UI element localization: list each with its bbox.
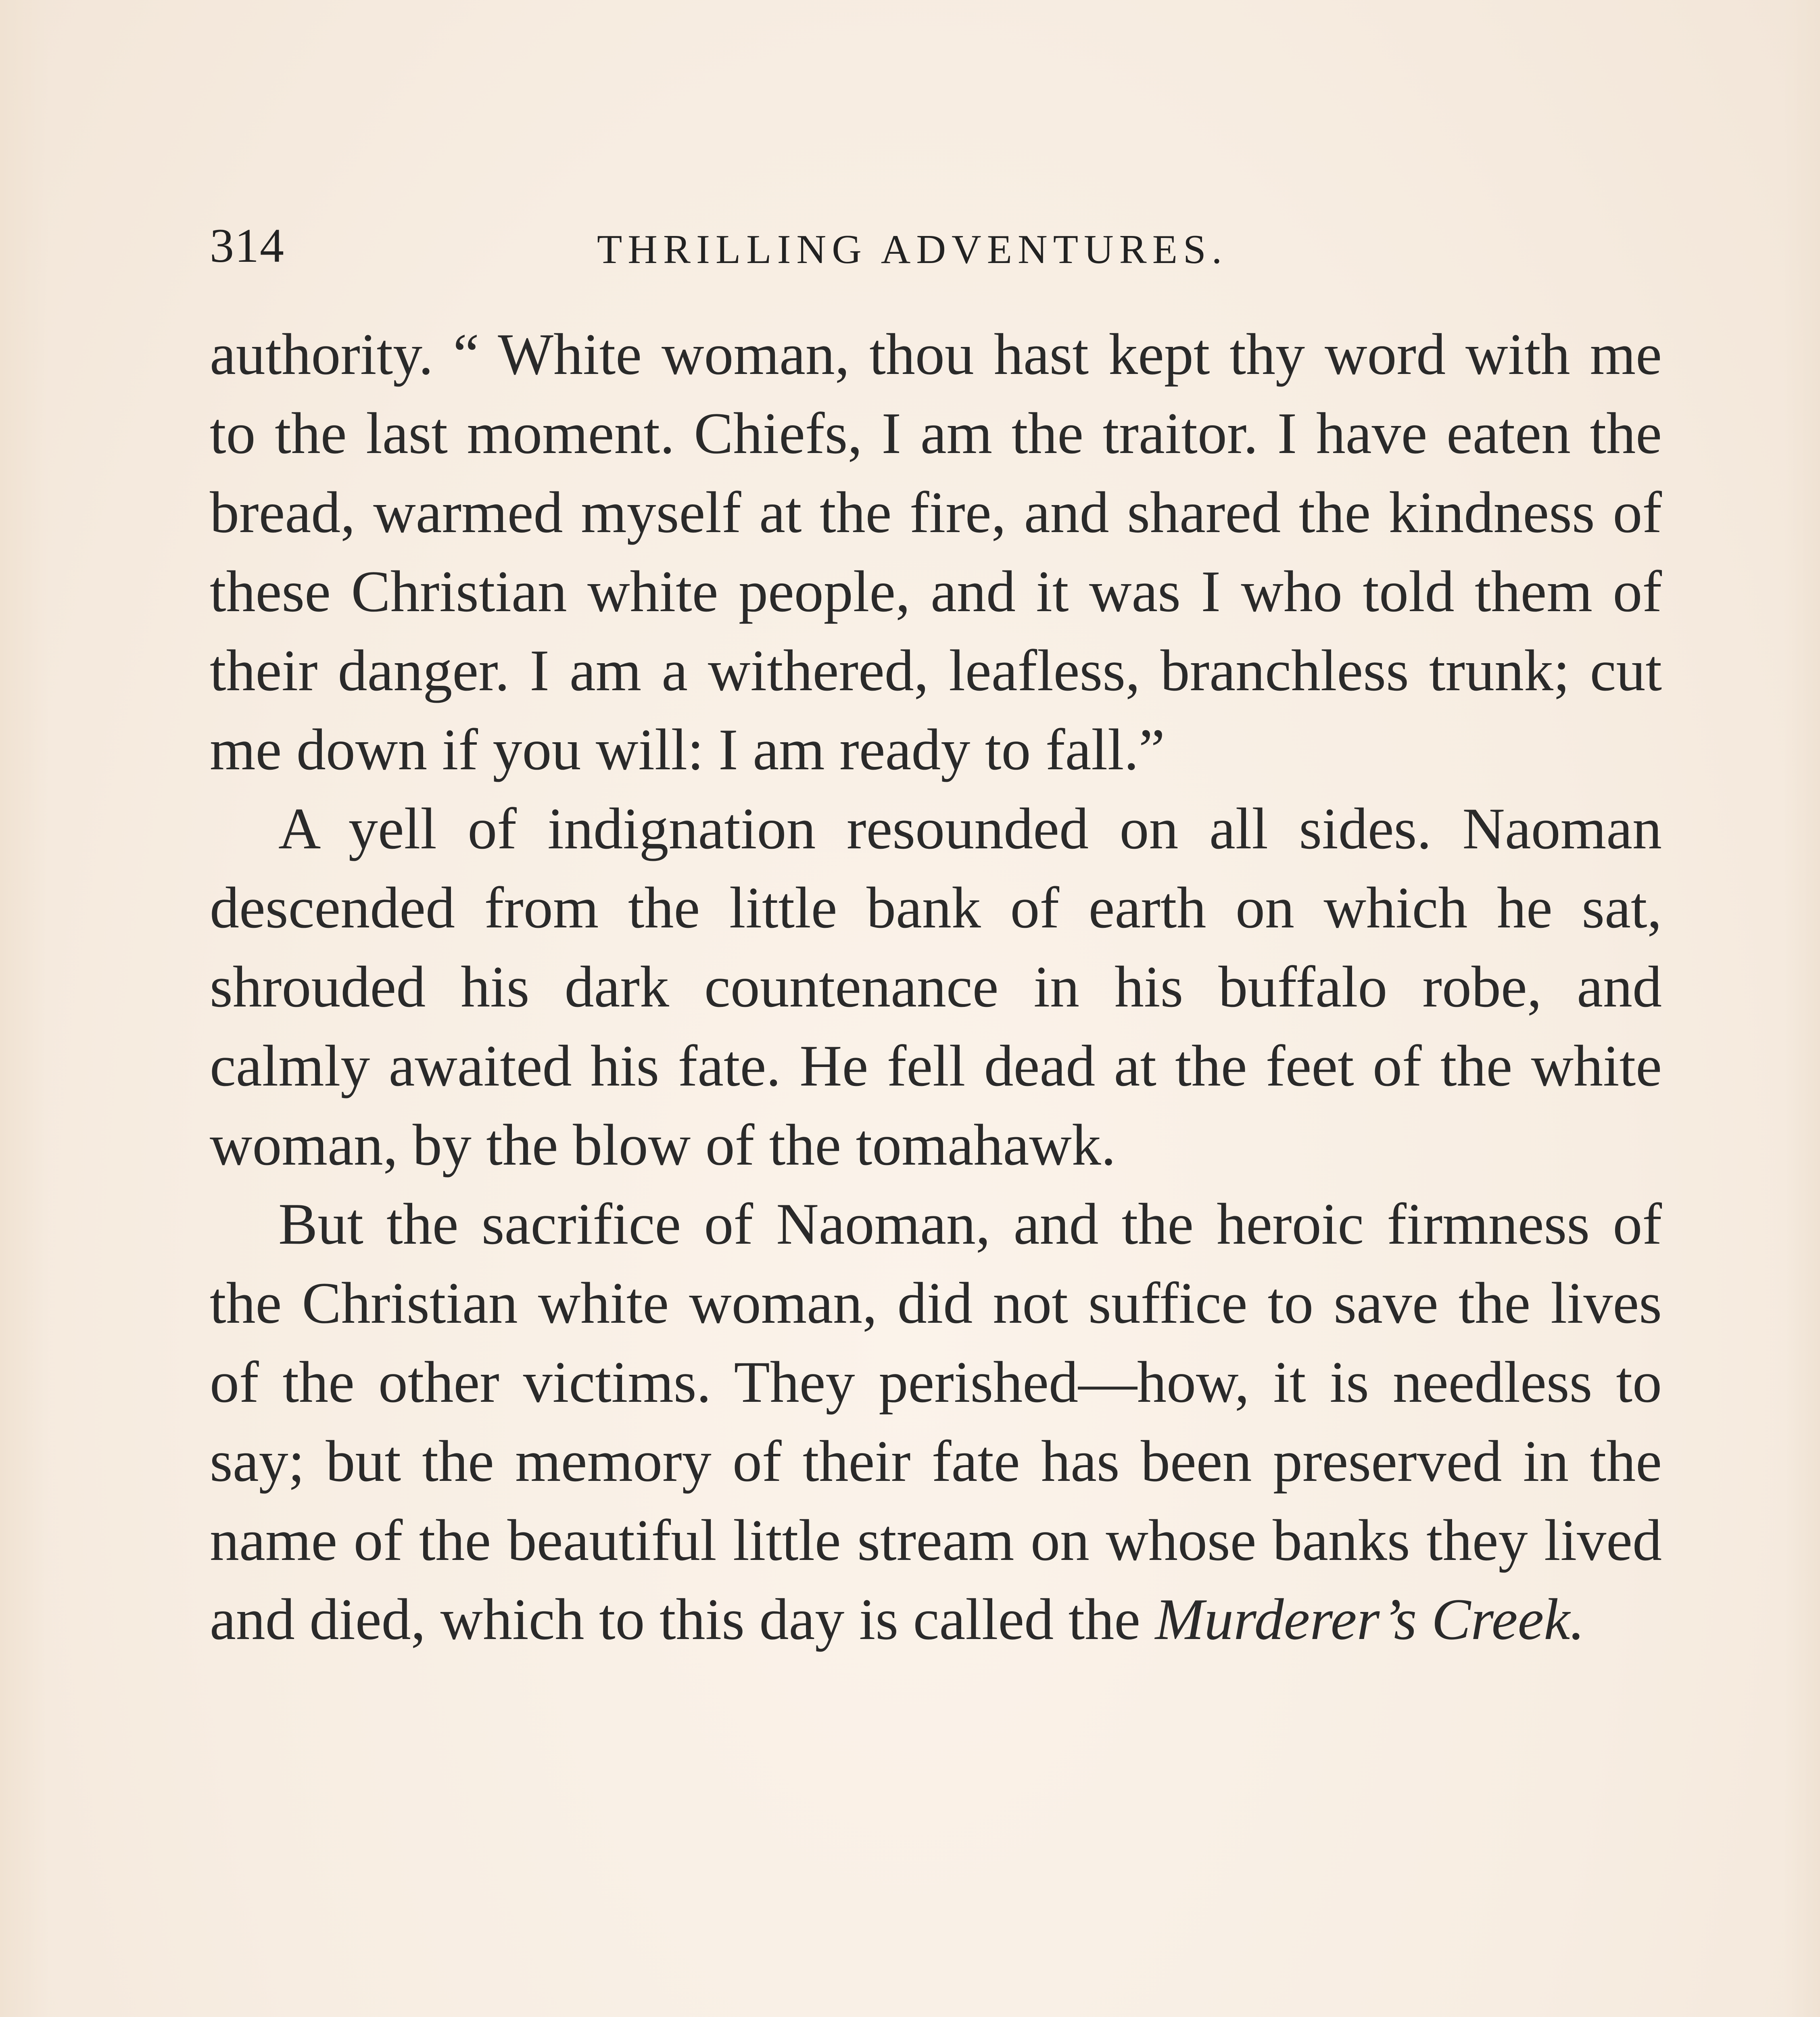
page-shadow-left — [0, 0, 48, 2017]
creek-name: Murderer’s Creek. — [1155, 1587, 1585, 1652]
running-head: THRILLING ADVENTURES. — [597, 227, 1228, 272]
paragraph-2: A yell of indignation resounded on all sides. Naoman descended from the little bank of earth on which he sat, shrouded his dark countenance in his buffalo robe, and calmly awaited his fate. He fell dead at the feet of the white woman, by the blow of the tomahawk. — [210, 796, 1662, 1178]
paragraph-1: authority. “ White woman, thou hast kept thy word with me to the last moment. Chiefs, I am the traitor. I have eaten the bread, warmed myself at the fire, and shared the kindness of these Christian white people, and it was I who told them of their danger. I am a withered, leafless, branchless trunk; cut me down if you will: I am ready to fall.” — [210, 322, 1662, 782]
paragraph-3-text: But the sacrifice of Naoman, and the heroic firmness of the Christian white woman, did not suffice to save the lives of the other victims. They perished—how, it is needless to say; but the memory of their fate has been preserved in the name of the beautiful little stream on whose banks they lived and died, which to this day is called the — [210, 1191, 1662, 1652]
page-number: 314 — [210, 219, 285, 272]
page-header — [210, 210, 1662, 290]
paragraph-3 — [210, 1184, 1662, 1659]
main-text — [210, 315, 1662, 1659]
page-shadow-right — [1784, 0, 1820, 2017]
